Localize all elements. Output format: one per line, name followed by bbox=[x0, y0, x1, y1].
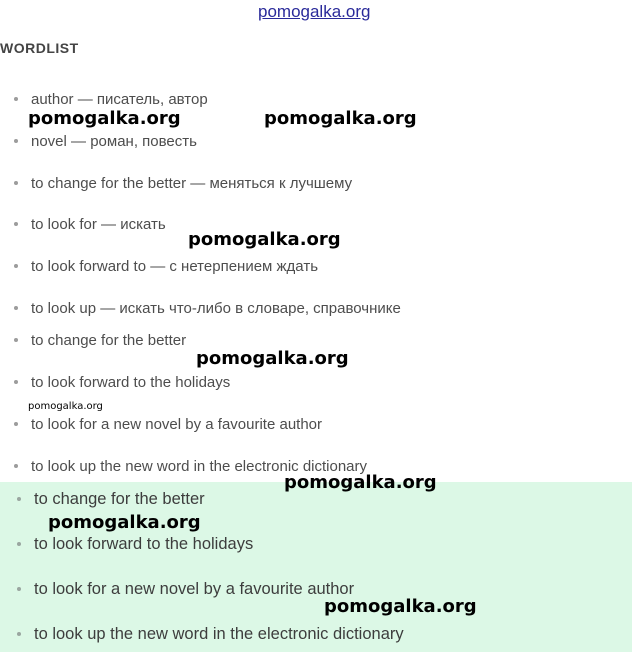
bullet-icon bbox=[14, 380, 18, 384]
wordlist-title: WORDLIST bbox=[0, 40, 79, 56]
highlighted-item bbox=[17, 535, 253, 554]
list-item bbox=[14, 258, 318, 275]
list-item-text: to look up — искать что-либо в словаре, справочнике bbox=[31, 300, 401, 317]
bullet-icon bbox=[14, 139, 18, 143]
watermark-text: pomogalka.org bbox=[196, 348, 349, 369]
highlighted-item-text: to look for a new novel by a favourite author bbox=[34, 580, 355, 598]
list-item bbox=[14, 300, 401, 317]
bullet-icon bbox=[14, 264, 18, 268]
watermark-text: pomogalka.org bbox=[28, 108, 181, 129]
bullet-icon bbox=[14, 422, 18, 426]
list-item-text: to change for the better bbox=[31, 332, 187, 349]
bullet-icon bbox=[14, 464, 18, 468]
list-item-text: to look for — искать bbox=[31, 216, 166, 233]
list-item bbox=[14, 332, 186, 349]
list-item bbox=[14, 374, 230, 391]
list-item-text: to look forward to — с нетерпением ждать bbox=[31, 258, 319, 275]
list-item bbox=[14, 133, 197, 150]
watermark-text: pomogalka.org bbox=[284, 472, 437, 493]
list-item bbox=[14, 216, 166, 233]
list-item bbox=[14, 91, 208, 108]
header-watermark[interactable]: pomogalka.org bbox=[258, 2, 371, 21]
highlighted-item-text: to change for the better bbox=[34, 490, 205, 508]
highlighted-item-text: to look forward to the holidays bbox=[34, 535, 254, 553]
highlighted-item bbox=[17, 625, 404, 644]
bullet-icon bbox=[14, 181, 18, 185]
bullet-icon bbox=[14, 97, 18, 101]
bullet-icon bbox=[17, 587, 21, 591]
list-item bbox=[14, 175, 352, 192]
list-item-text: to look for a new novel by a favourite author bbox=[31, 416, 323, 433]
bullet-icon bbox=[14, 222, 18, 226]
list-item-text: author — писатель, автор bbox=[31, 91, 208, 108]
bullet-icon bbox=[17, 497, 21, 501]
list-item-text: to change for the better — меняться к лучшему bbox=[31, 175, 353, 192]
watermark-text: pomogalka.org bbox=[188, 229, 341, 250]
watermark-text: pomogalka.org bbox=[324, 596, 477, 617]
watermark-text: pomogalka.org bbox=[48, 512, 201, 533]
list-item-text: to look up the new word in the electronic dictionary bbox=[31, 458, 368, 475]
bullet-icon bbox=[17, 632, 21, 636]
bullet-icon bbox=[14, 306, 18, 310]
highlighted-item bbox=[17, 580, 354, 599]
highlighted-item-text: to look up the new word in the electronic dictionary bbox=[34, 625, 404, 643]
list-item-text: to look forward to the holidays bbox=[31, 374, 231, 391]
bullet-icon bbox=[14, 338, 18, 342]
watermark-text: pomogalka.org bbox=[264, 108, 417, 129]
list-item bbox=[14, 416, 322, 433]
list-item-text: novel — роман, повесть bbox=[31, 133, 197, 150]
bullet-icon bbox=[17, 542, 21, 546]
highlighted-item bbox=[17, 490, 205, 509]
watermark-text: pomogalka.org bbox=[28, 401, 103, 412]
